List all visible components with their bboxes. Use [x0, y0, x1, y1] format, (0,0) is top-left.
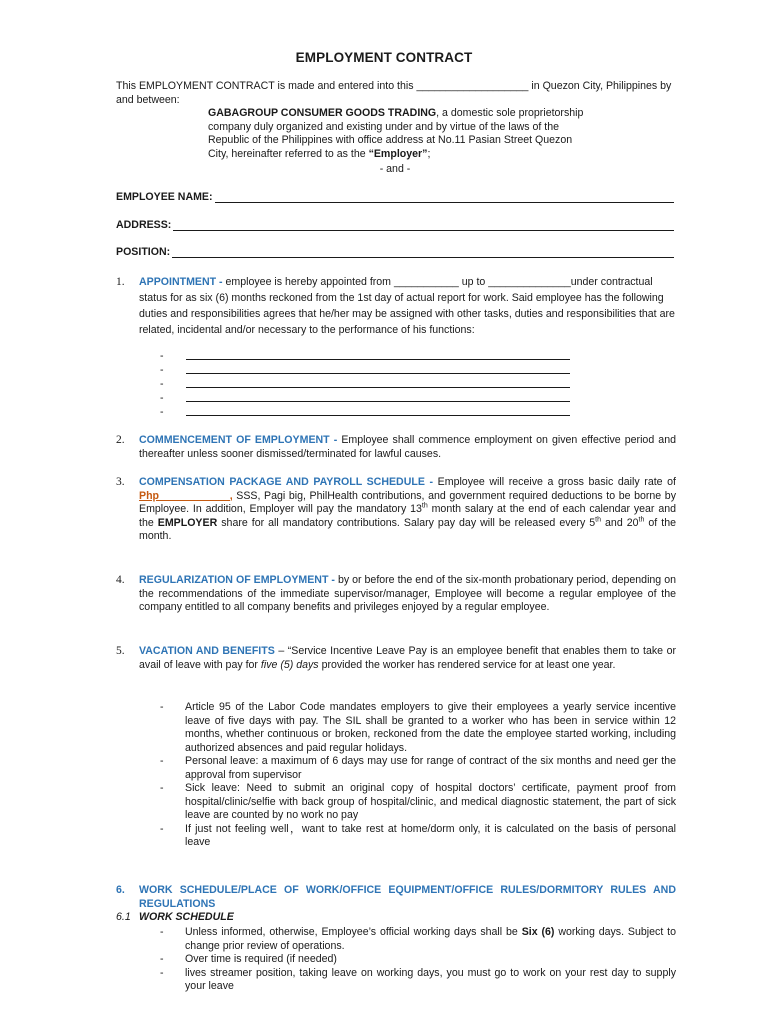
list-item: - Sick leave: Need to submit an original copy of hospital doctors’ certificate, payment proof from hospital/clinic/selfie with back group of hospital/clinic, and medical diagnostic statement, the part of sick leave are counted by no work no pay [160, 782, 676, 821]
name-line[interactable] [215, 193, 674, 203]
duty-lines [160, 348, 570, 418]
section-heading: APPOINTMENT - [139, 276, 223, 288]
document-title: EMPLOYMENT CONTRACT [295, 50, 473, 65]
list-item: - Article 95 of the Labor Code mandates employers to give their employees a yearly service incentive leave of five days with pay. The SIL shall be granted to a worker who has been in service within 12 months, whether continuous or broken, reckoned from the date the employee started working, including authorized absences and paid regular holidays. [160, 701, 676, 754]
duty-line[interactable]: - [160, 376, 570, 390]
employer-party: GABAGROUP CONSUMER GOODS TRADING, a domestic sole proprietorship company duly organized and existing under and by virtue of the laws of the Republic of the Philippines with office address at No.11 Pasian Street Quezon City, hereinafter referred to as the “Employer”; [208, 107, 584, 160]
intro-paragraph: This EMPLOYMENT CONTRACT is made and entered into this ___________________ in Quezon City, Philippines by and between: [116, 80, 672, 106]
section-heading: COMMENCEMENT OF EMPLOYMENT - [139, 434, 338, 446]
duty-line[interactable]: - [160, 362, 570, 376]
section-compensation: 3. COMPENSATION PACKAGE AND PAYROLL SCHEDULE - Employee will receive a gross basic daily rate of Php____________, SSS, Pagi big, PhilHealth contributions, and government required deductions to be borne by Employee. In addition, Employer will pay the mandatory 13th month salary at the end of each calendar year and the EMPLOYER share for all mandatory contributions. Salary pay day will be released every 5th and 20th of the month. [116, 476, 676, 542]
section-vacation: 5. VACATION AND BENEFITS – “Service Incentive Leave Pay is an employee benefit that enables them to take or avail of leave with pay for five (5) days provided the worker has rendered service for at least one year. [116, 645, 676, 671]
duty-line[interactable]: - [160, 404, 570, 418]
date-blank: ___________________ [416, 80, 529, 92]
section-work-schedule: 6. WORK SCHEDULE/PLACE OF WORK/OFFICE EQUIPMENT/OFFICE RULES/DORMITORY RULES AND REGULATIONS [116, 884, 676, 910]
and-separator: - and - [379, 163, 411, 175]
section-commencement: 2. COMMENCEMENT OF EMPLOYMENT - Employee shall commence employment on given effective period and thereafter unless sooner dismissed/terminated for lawful causes. [116, 434, 676, 460]
list-item: - Over time is required (if needed) [160, 953, 337, 965]
section-regularization: 4. REGULARIZATION OF EMPLOYMENT - by or before the end of the six-month probationary period, depending on the recommendations of the immediate supervisor/manager, Employee will become a regular employee of the company entitled to all company benefits and privileges enjoyed by a regular employee. [116, 574, 676, 613]
daily-rate-blank: Php____________, [139, 489, 233, 502]
employee-name-field[interactable]: EMPLOYEE NAME: [116, 191, 674, 203]
subsection-heading: 6.1 WORK SCHEDULE [116, 911, 234, 923]
list-item: - Unless informed, otherwise, Employee’s official working days shall be Six (6) working days. Subject to change prior review of operations. [160, 926, 676, 952]
list-item: - Personal leave: a maximum of 6 days may use for range of contract of the six months and need ger the approval from supervisor [160, 755, 676, 781]
list-item: - If just not feeling well，want to take rest at home/dorm only, it is calculated on the basis of personal leave [160, 822, 676, 848]
section-heading: VACATION AND BENEFITS [139, 645, 275, 657]
list-item: - lives streamer position, taking leave on working days, you must go to work on your rest day to supply your leave [160, 966, 676, 992]
position-field[interactable]: POSITION: [116, 246, 674, 258]
duty-line[interactable]: - [160, 348, 570, 362]
company-name: GABAGROUP CONSUMER GOODS TRADING [208, 107, 437, 119]
section-heading: REGULARIZATION OF EMPLOYMENT - [139, 574, 335, 586]
duty-line[interactable]: - [160, 390, 570, 404]
section-appointment: 1. APPOINTMENT - employee is hereby appointed from ___________ up to ______________under contractual status for as six (6) months reckoned from the 1st day of actual report for work. Said employee has the following duties and responsibilities agrees that he/her may be assigned with other tasks, duties and responsibilities that are related, incidental and/or necessary to the performance of his functions: [116, 276, 675, 336]
schedule-list [160, 926, 676, 994]
benefits-list [160, 701, 676, 850]
address-line[interactable] [173, 221, 674, 231]
position-line[interactable] [172, 248, 674, 258]
section-heading: WORK SCHEDULE/PLACE OF WORK/OFFICE EQUIPMENT/OFFICE RULES/DORMITORY RULES AND REGULATIONS [139, 884, 676, 910]
address-field[interactable]: ADDRESS: [116, 219, 674, 231]
section-heading: COMPENSATION PACKAGE AND PAYROLL SCHEDULE - [139, 476, 434, 488]
